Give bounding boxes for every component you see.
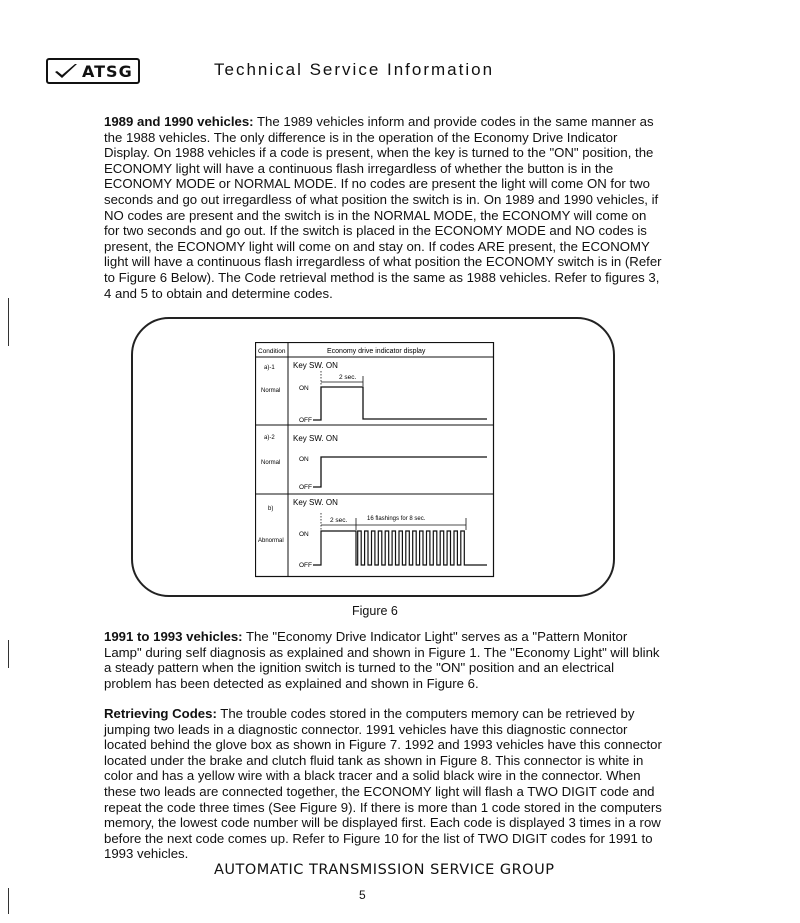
key-label: Key SW. ON	[293, 434, 338, 443]
paragraph-body: The trouble codes stored in the computers memory can be retrieved by jumping two leads in a diagnostic connector. 1991 vehicles have this diagnostic connector located behind the glove box as shown in Figure 7. 1992 and 1993 vehicles have this connector located under the brake and clutch fluid tank as shown in Figure 8. This connector is white in color and has a yellow wire with a black tracer and a solid black wire in the connector. When these two leads are connected together, the ECONOMY light will flash a TWO DIGIT code and repeat the code three times (See Figure 9). If there is more than 1 code stored in the computers memory, the lowest code number will be displayed first. Each code is displayed 3 times in a row before the next code comes up. Refer to Figure 10 for the list of TWO DIGIT codes for 1991 to 1993 vehicles.	[104, 706, 662, 862]
row-condition: Normal	[261, 460, 281, 466]
paragraph-heading: Retrieving Codes:	[104, 706, 217, 721]
paragraph-1989-1990	[104, 114, 664, 301]
row-id: a)-2	[264, 435, 275, 441]
economy-indicator-figure	[255, 342, 495, 578]
key-label: Key SW. ON	[293, 498, 338, 507]
page-number: 5	[359, 888, 366, 902]
time-label: 2 sec.	[339, 374, 357, 381]
row-condition: Normal	[261, 388, 281, 394]
paragraph-heading: 1989 and 1990 vehicles:	[104, 114, 254, 129]
key-label: Key SW. ON	[293, 361, 338, 370]
atsg-logo	[46, 58, 140, 84]
signal-trace	[313, 531, 487, 565]
footer-organization: AUTOMATIC TRANSMISSION SERVICE GROUP	[214, 862, 555, 878]
paragraph-body: The "Economy Drive Indicator Light" serves as a "Pattern Monitor Lamp" during self diagnosis as explained and shown in Figure 1. The "Economy Light" will blink a steady pattern when the ignition switch is turned to the "ON" position and an electrical problem has been detected as explained and shown in Figure 6.	[104, 629, 660, 691]
figure-caption: Figure 6	[352, 604, 398, 618]
logo-text: ATSG	[82, 61, 133, 81]
row-id: b)	[268, 506, 274, 512]
flash-label: 16 flashings for 8 sec.	[367, 516, 426, 522]
paragraph-heading: 1991 to 1993 vehicles:	[104, 629, 243, 644]
on-label: ON	[299, 456, 309, 463]
header-condition: Condition	[258, 348, 286, 355]
on-label: ON	[299, 385, 309, 392]
paragraph-body: The 1989 vehicles inform and provide codes in the same manner as the 1988 vehicles. The only difference is in the operation of the Economy Drive Indicator Display. On 1988 vehicles if a code is present, when the key is turned to the "ON" position, the ECONOMY light will have a continuous flash irregardless of whether the button is in the ECONOMY MODE or NORMAL MODE. If no codes are present the light will come ON for two seconds and go out irregardless of what position the switch is in. On 1989 and 1990 vehicles, if NO codes are present and the switch is in the NORMAL MODE, the ECONOMY will come on for two seconds and go out. If the switch is placed in the ECONOMY MODE and NO codes is present, the ECONOMY light will come on and stay on. If codes ARE present, the ECONOMY light will have a continuous flash irregardless of what position the ECONOMY switch is in (Refer to Figure 6 Below). The Code retrieval method is the same as 1988 vehicles. Refer to figures 3, 4 and 5 to obtain and determine codes.	[104, 114, 662, 301]
page-title: Technical Service Information	[214, 60, 495, 79]
off-label: OFF	[299, 417, 312, 424]
scan-edge-mark	[8, 640, 9, 668]
off-label: OFF	[299, 484, 312, 491]
header-display: Economy drive indicator display	[327, 348, 426, 355]
paragraph-retrieving-codes	[104, 706, 664, 862]
on-label: ON	[299, 531, 309, 538]
off-label: OFF	[299, 562, 312, 569]
paragraph-1991-1993	[104, 629, 664, 691]
page-header	[46, 58, 766, 88]
signal-trace	[313, 457, 487, 487]
row-condition: Abnormal	[258, 538, 284, 544]
scan-edge-mark	[8, 298, 9, 346]
checkmark-icon	[54, 63, 78, 79]
signal-trace	[313, 387, 487, 420]
scan-edge-mark	[8, 888, 9, 914]
row-id: a)-1	[264, 365, 275, 371]
time-label: 2 sec.	[330, 517, 348, 524]
